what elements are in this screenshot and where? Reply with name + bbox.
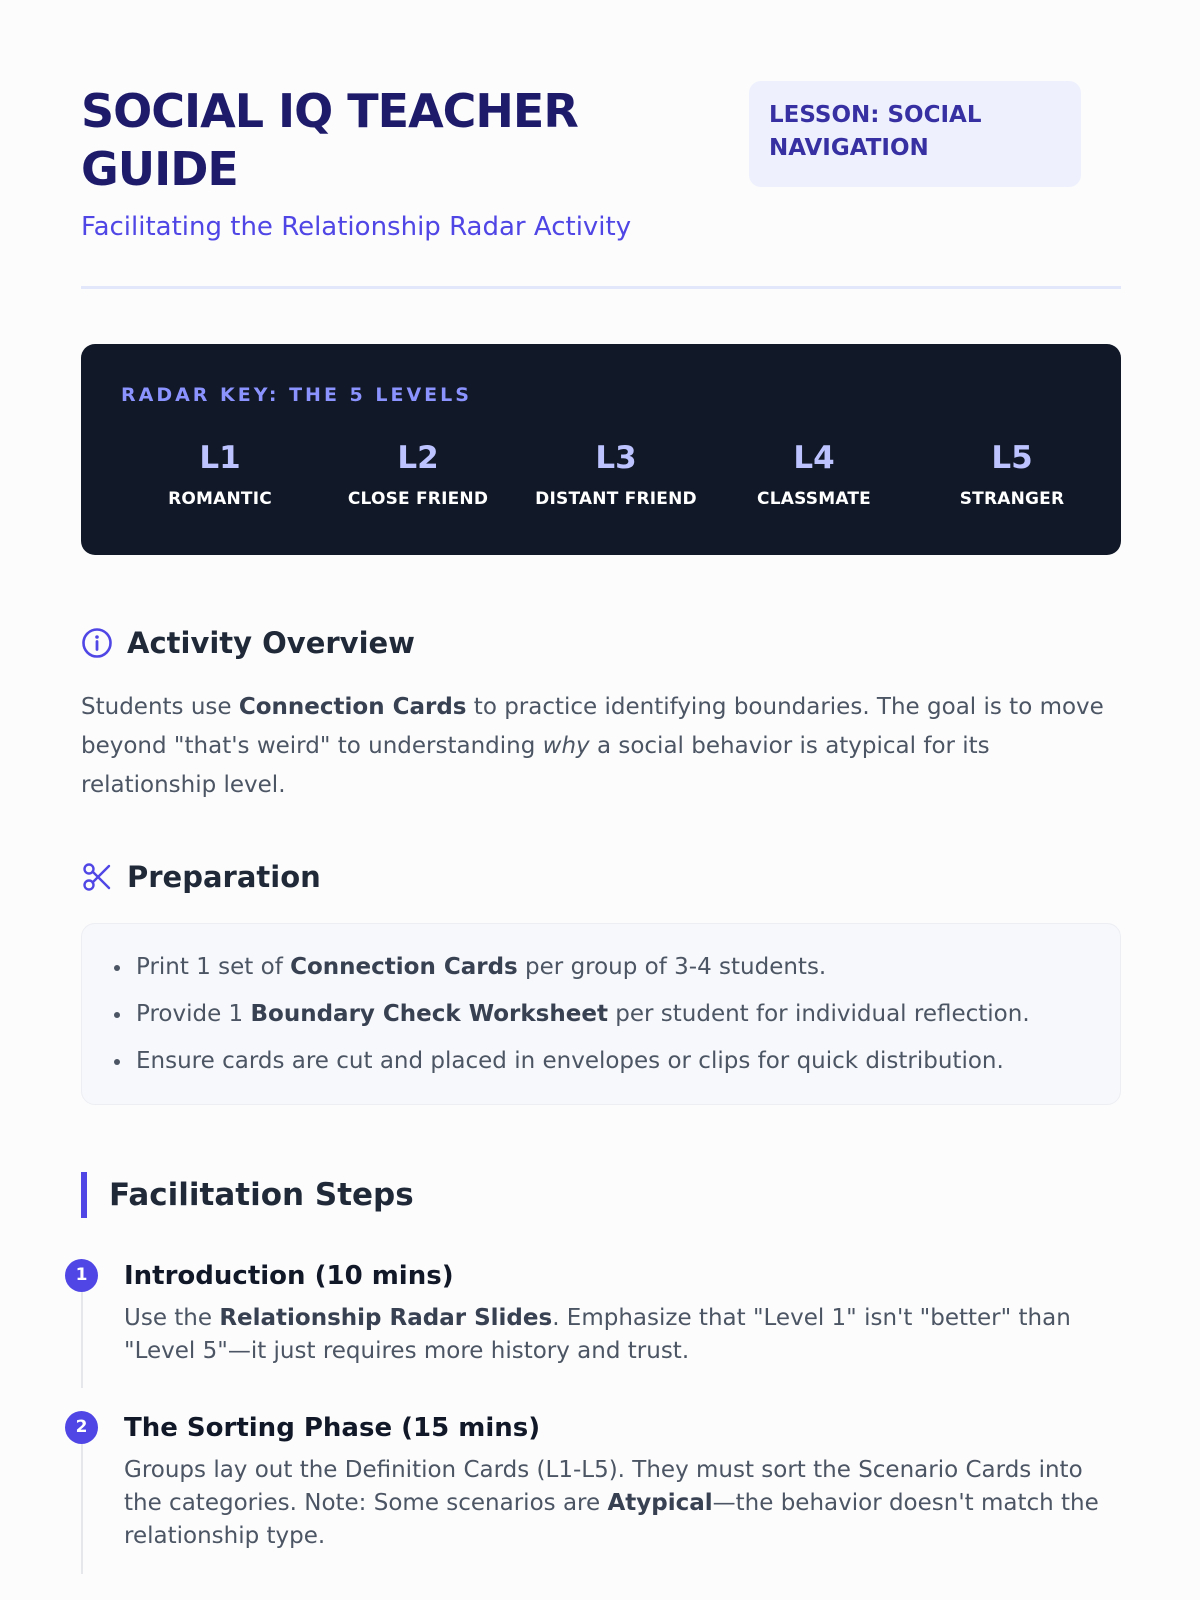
radar-level-4	[715, 439, 913, 509]
overview-heading	[81, 626, 415, 660]
info-icon	[81, 627, 113, 659]
step-description	[124, 1454, 1121, 1553]
prep-bold-term: Boundary Check Worksheet	[250, 1001, 608, 1027]
preparation-heading	[81, 860, 321, 894]
level-name: STRANGER	[959, 489, 1065, 509]
teacher-guide-page	[75, 0, 1121, 1549]
step-text: Groups lay out the Definition Cards (L1-L5). They must sort the Scenario Cards into the categories. Note: Some scenarios are	[124, 1457, 1083, 1516]
facilitation-heading: Facilitation Steps	[81, 1172, 414, 1218]
step-description	[124, 1302, 1121, 1368]
level-code: L5	[991, 440, 1033, 476]
overview-text-part: Students use	[81, 694, 239, 720]
level-code: L4	[793, 440, 835, 476]
level-name: DISTANT FRIEND	[535, 489, 697, 509]
header-divider	[81, 286, 1121, 289]
radar-level-2	[319, 439, 517, 509]
guide-header	[81, 0, 1121, 290]
level-code: L1	[199, 440, 241, 476]
scissors-icon	[81, 861, 113, 893]
preparation-list	[110, 952, 1030, 1093]
preparation-heading-label: Preparation	[127, 860, 321, 894]
radar-level-3	[517, 439, 715, 509]
step-text: —the behavior doesn't match the relationship type.	[124, 1490, 1099, 1549]
lesson-badge: LESSON: SOCIAL NAVIGATION	[749, 81, 1081, 187]
level-code: L2	[397, 440, 439, 476]
preparation-box	[81, 923, 1121, 1105]
overview-text-part: to practice identifying boundaries. The goal is to move beyond "that's weird" to understanding	[81, 694, 1104, 759]
step-text: Use the	[124, 1305, 220, 1331]
step-item-2	[75, 1408, 1121, 1594]
step-title: Introduction (10 mins)	[124, 1261, 454, 1291]
overview-text-part: a social behavior is atypical for its relationship level.	[81, 733, 990, 798]
prep-bold-term: Connection Cards	[290, 954, 518, 980]
radar-key-panel	[81, 344, 1121, 555]
step-item-1	[75, 1256, 1121, 1408]
facilitation-steps	[75, 1256, 1121, 1594]
level-name: CLASSMATE	[757, 489, 871, 509]
list-item	[110, 952, 1030, 999]
prep-text: Print 1 set of	[136, 954, 291, 980]
level-code: L3	[595, 440, 637, 476]
step-connector-line	[81, 1426, 83, 1574]
prep-text: Provide 1	[136, 1001, 251, 1027]
level-name: ROMANTIC	[168, 489, 272, 509]
step-number-badge: 2	[65, 1411, 98, 1444]
step-bold-term: Relationship Radar Slides	[219, 1305, 553, 1331]
radar-level-1	[121, 439, 319, 509]
radar-key-heading: RADAR KEY: THE 5 LEVELS	[121, 384, 472, 406]
page-subtitle: Facilitating the Relationship Radar Activity	[81, 212, 632, 242]
overview-italic-term: why	[542, 733, 590, 759]
step-text: . Emphasize that "Level 1" isn't "better" than "Level 5"—it just requires more history and trust.	[124, 1305, 1071, 1364]
step-bold-term: Atypical	[607, 1490, 713, 1516]
list-item	[110, 1046, 1030, 1093]
level-name: CLOSE FRIEND	[347, 489, 489, 509]
prep-text: per group of 3-4 students.	[517, 954, 827, 980]
step-number-badge: 1	[65, 1259, 98, 1292]
overview-heading-label: Activity Overview	[127, 626, 415, 660]
radar-level-5	[913, 439, 1111, 509]
prep-text: Ensure cards are cut and placed in envelopes or clips for quick distribution.	[136, 1048, 1004, 1074]
step-title: The Sorting Phase (15 mins)	[124, 1413, 541, 1443]
overview-bold-term: Connection Cards	[238, 694, 467, 720]
overview-paragraph	[81, 688, 1121, 805]
radar-levels	[121, 439, 1111, 509]
list-item	[110, 999, 1030, 1046]
page-title: SOCIAL IQ TEACHER GUIDE	[81, 84, 578, 196]
prep-text: per student for individual reflection.	[607, 1001, 1030, 1027]
